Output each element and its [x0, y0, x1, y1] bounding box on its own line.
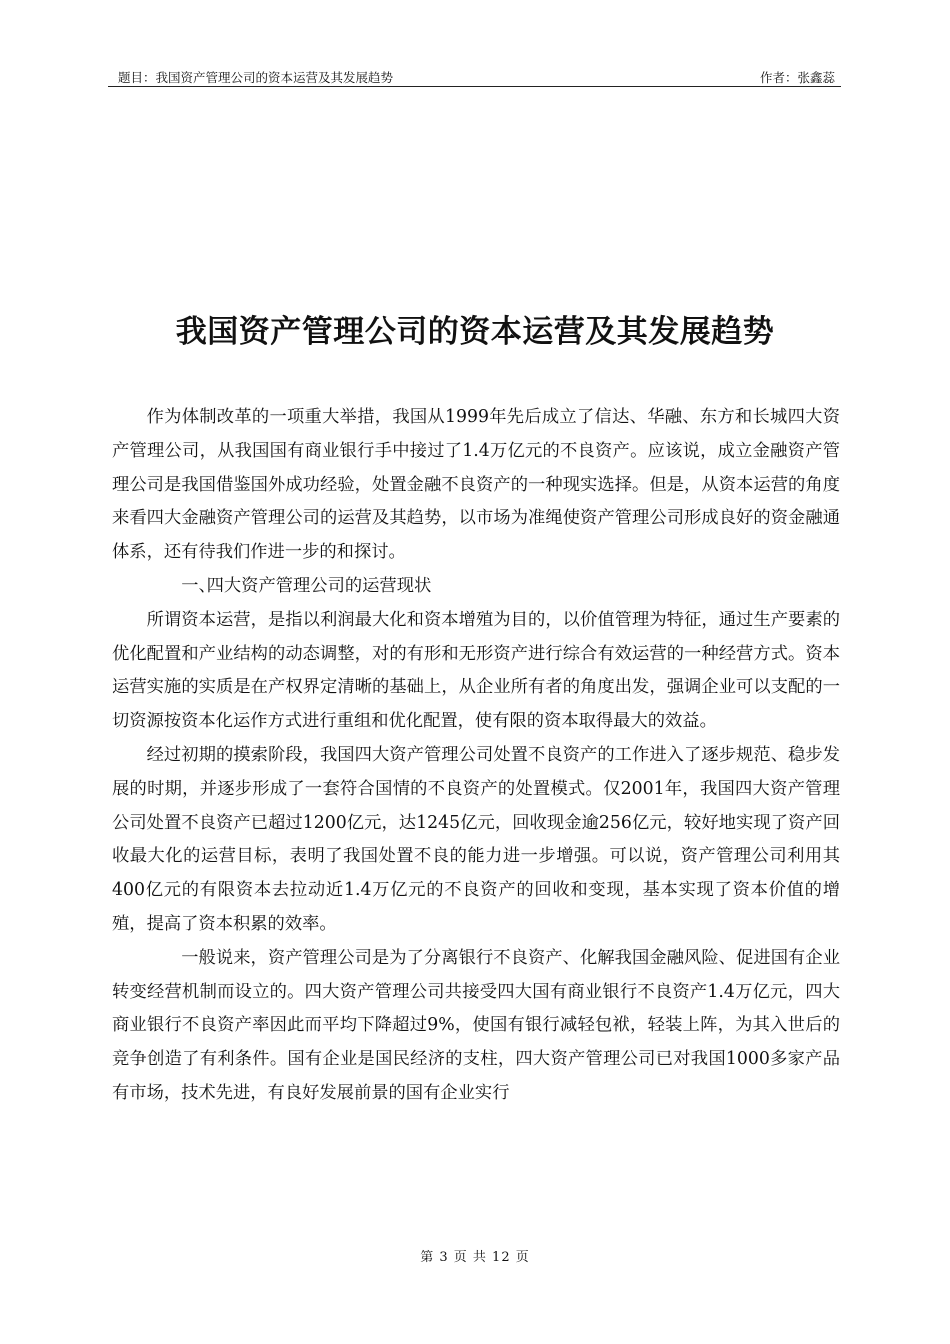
paragraph: 作为体制改革的一项重大举措，我国从1999年先后成立了信达、华融、东方和长城四大资产管理公司，从我国国有商业银行手中接过了1.4万亿元的不良资产。应该说，成立金融资产管理公司是我国借鉴国外成功经验，处置金融不良资产的一种现实选择。但是，从资本运营的角度来看四大金融资产管理公司的运营及其趋势，以市场为准绳使资产管理公司形成良好的资金融通体系，还有待我们作进一步的和探讨。	[112, 407, 840, 563]
document-title: 我国资产管理公司的资本运营及其发展趋势	[175, 314, 775, 350]
paragraph: 所谓资本运营，是指以利润最大化和资本增殖为目的，以价值管理为特征，通过生产要素的优化配置和产业结构的动态调整，对的有形和无形资产进行综合有效运营的一种经营方式。资本运营实施的实质是在产权界定清晰的基础上，从企业所有者的角度出发，强调企业可以支配的一切资源按资本化运作方式进行重组和优化配置，使有限的资本取得最大的效益。	[112, 609, 840, 732]
paragraph: 经过初期的摸索阶段，我国四大资产管理公司处置不良资产的工作进入了逐步规范、稳步发展的时期，并逐步形成了一套符合国情的不良资产的处置模式。仅2001年，我国四大资产管理公司处置不良资产已超过1200亿元，达1245亿元，回收现金逾256亿元，较好地实现了资产回收最大化的运营目标，表明了我国处置不良的能力进一步增强。可以说，资产管理公司利用其400亿元的有限资本去拉动近1.4万亿元的不良资产的回收和变现，基本实现了资本价值的增殖，提高了资本积累的效率。	[112, 744, 840, 934]
section-heading	[112, 570, 840, 604]
section-heading-text: 四大资产管理公司的运营现状	[206, 575, 432, 596]
page-footer: 第 3 页 共 12 页	[420, 1250, 530, 1265]
page-header	[108, 64, 841, 87]
header-author: 作者：张鑫蕊	[759, 70, 835, 85]
section-number: 一、	[181, 575, 216, 596]
document-body	[112, 401, 840, 1111]
header-title: 题目：我国资产管理公司的资本运营及其发展趋势	[118, 70, 394, 85]
paragraph: 一般说来，资产管理公司是为了分离银行不良资产、化解我国金融风险、促进国有企业转变经营机制而设立的。四大资产管理公司共接受四大国有商业银行不良资产1.4万亿元，四大商业银行不良资产率因此而平均下降超过9%，使国有银行减轻包袱，轻装上阵，为其入世后的竞争创造了有利条件。国有企业是国民经济的支柱，四大资产管理公司已对我国1000多家产品有市场，技术先进，有良好发展前景的国有企业实行	[112, 947, 840, 1103]
